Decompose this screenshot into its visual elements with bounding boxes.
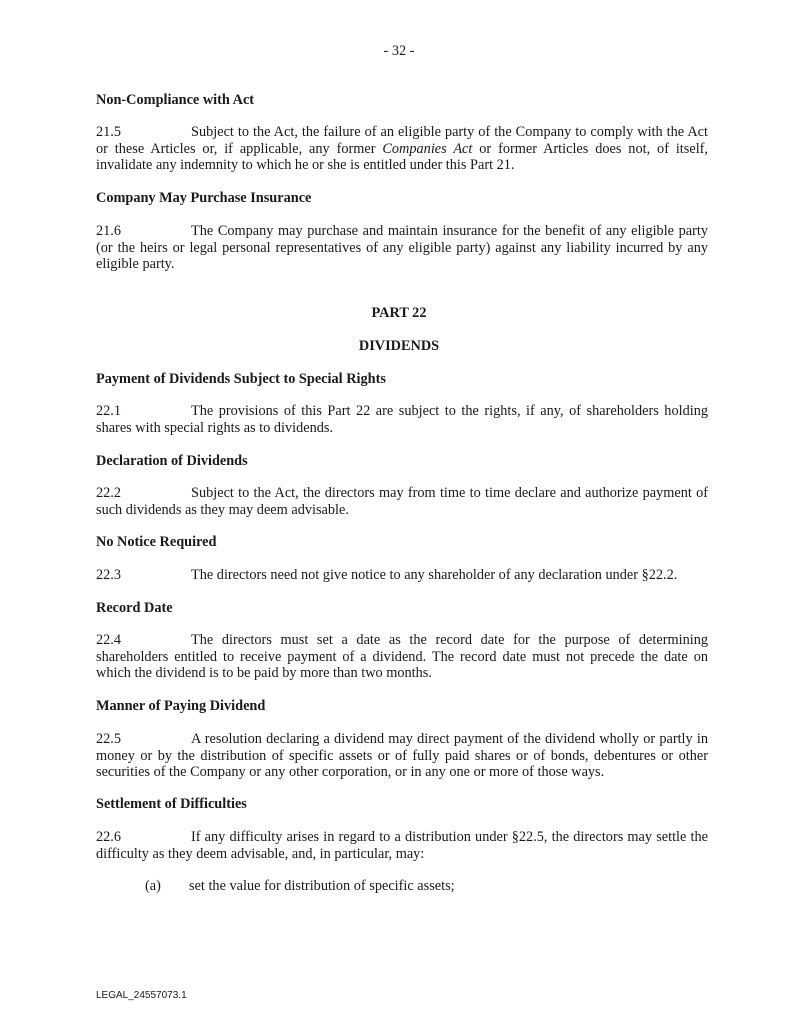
document-id-footer: LEGAL_24557073.1 [96,990,187,1001]
heading-22-6: Settlement of Difficulties [96,796,247,812]
part-title: PART 22 [371,305,427,321]
paragraph-text: Subject to the Act, the directors may from time to time declare and authorize payment of such dividends as they may deem advisable. [96,485,708,518]
paragraph-text: The directors must set a date as the record date for the purpose of determining shareholders entitled to receive payment of a dividend. The record date must not precede the date on which the dividend is to be paid by more than two months. [96,632,708,681]
paragraph-22-1 [96,403,708,436]
paragraph-22-4 [96,632,708,682]
paragraph-text: The Company may purchase and maintain insurance for the benefit of any eligible party (or the heirs or legal personal representatives of any eligible party) against any liability incurred by any eligible party. [96,223,708,272]
section-number: 22.1 [96,403,122,419]
part-subtitle: DIVIDENDS [358,338,440,354]
section-number: 21.6 [96,223,122,239]
heading-21-6: Company May Purchase Insurance [96,190,312,206]
list-item-a [145,878,705,895]
page-number: - 32 - [383,43,415,59]
paragraph-22-5 [96,731,708,781]
section-number: 22.5 [96,731,122,747]
paragraph-22-6 [96,829,708,862]
heading-21-5: Non-Compliance with Act [96,92,255,108]
section-number: 21.5 [96,124,122,140]
italic-reference: Companies Act [382,140,473,157]
list-item-text: set the value for distribution of specific assets; [189,878,455,894]
section-number: 22.4 [96,632,122,648]
paragraph-text: If any difficulty arises in regard to a distribution under §22.5, the directors may settle the difficulty as they deem advisable, and, in particular, may: [96,829,708,862]
heading-22-1: Payment of Dividends Subject to Special Rights [96,371,386,387]
heading-22-4: Record Date [96,600,173,616]
section-number: 22.3 [96,567,122,583]
heading-22-2: Declaration of Dividends [96,453,248,469]
paragraph-text: or former Articles does not, of itself, invalidate any indemnity to which he or she is entitled under this Part 21. [96,140,708,173]
heading-22-3: No Notice Required [96,534,217,550]
list-item-label: (a) [145,878,161,894]
paragraph-text: A resolution declaring a dividend may direct payment of the dividend wholly or partly in money or by the distribution of specific assets or of fully paid shares or of bonds, debentures or other securities of the Company or any other corporation, or in any one or more of those ways. [96,731,708,780]
paragraph-text: The directors need not give notice to any shareholder of any declaration under §22.2. [191,567,678,583]
paragraph-text: Subject to the Act, the failure of an eligible party of the Company to comply with the Act or these Articles or, if applicable, any former [96,124,708,157]
paragraph-text: The provisions of this Part 22 are subject to the rights, if any, of shareholders holding shares with special rights as to dividends. [96,403,708,436]
paragraph-22-3 [96,567,708,584]
paragraph-21-5 [96,124,708,174]
heading-22-5: Manner of Paying Dividend [96,698,266,714]
paragraph-22-2 [96,485,708,518]
section-number: 22.2 [96,485,122,501]
section-number: 22.6 [96,829,122,845]
paragraph-21-6 [96,223,708,273]
